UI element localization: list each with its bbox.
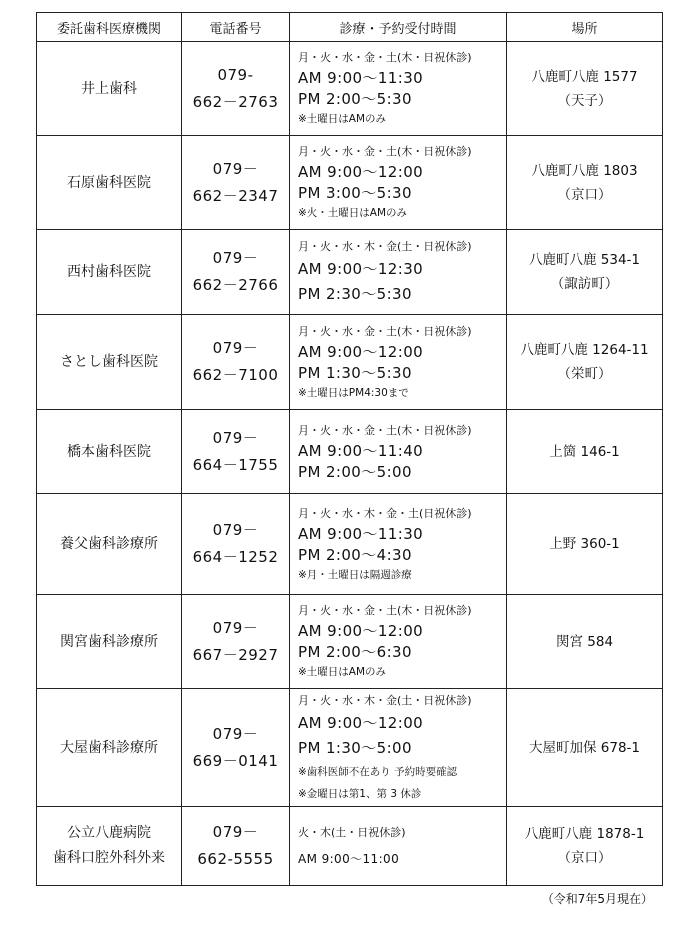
clinic-hours: 月・火・水・金・土(木・日祝休診) AM 9:00～12:00 PM 2:00～6:30 ※土曜日はAMのみ [290,595,507,689]
dental-clinic-table [36,12,663,886]
clinic-location: 八鹿町八鹿 534-1 （諏訪町） [507,230,663,315]
clinic-phone: 079－ 662－2766 [182,230,290,315]
table-row [37,689,663,807]
table-row [37,494,663,595]
clinic-location: 大屋町加保 678-1 [507,689,663,807]
table-row [37,410,663,494]
clinic-location: 八鹿町八鹿 1264-11 （栄町） [507,315,663,410]
table-row [37,136,663,230]
table-row [37,595,663,689]
table-row [37,315,663,410]
clinic-name: 井上歯科 [37,42,182,136]
clinic-hours: 月・火・水・金・土(木・日祝休診) AM 9:00～12:00 PM 3:00～5:30 ※火・土曜日はAMのみ [290,136,507,230]
clinic-location: 八鹿町八鹿 1878-1 （京口） [507,807,663,886]
header-clinic-name: 委託歯科医療機関 [37,13,182,42]
clinic-hours: 火・木(土・日祝休診) AM 9:00～11:00 [290,807,507,886]
clinic-phone: 079－ 664－1252 [182,494,290,595]
as-of-date: （令和7年5月現在） [541,892,653,906]
clinic-phone: 079－ 669－0141 [182,689,290,807]
header-row [37,13,663,42]
clinic-hours: 月・火・水・木・金・土(日祝休診) AM 9:00～11:30 PM 2:00～4:30 ※月・土曜日は隔週診療 [290,494,507,595]
clinic-hours: 月・火・水・金・土(木・日祝休診) AM 9:00～12:00 PM 1:30～5:30 ※土曜日はPM4:30まで [290,315,507,410]
clinic-phone: 079- 662－2763 [182,42,290,136]
clinic-name: 橋本歯科医院 [37,410,182,494]
clinic-name: 西村歯科医院 [37,230,182,315]
clinic-phone: 079－ 662－2347 [182,136,290,230]
clinic-phone: 079－ 664－1755 [182,410,290,494]
clinic-hours: 月・火・水・木・金(土・日祝休診) AM 9:00～12:00 PM 1:30～5:00 ※歯科医師不在あり 予約時要確認 ※金曜日は第1、第 3 休診 [290,689,507,807]
clinic-hours: 月・火・水・金・土(木・日祝休診) AM 9:00～11:30 PM 2:00～5:30 ※土曜日はAMのみ [290,42,507,136]
clinic-name: 石原歯科医院 [37,136,182,230]
clinic-name: さとし歯科医院 [37,315,182,410]
clinic-phone: 079－ 662－7100 [182,315,290,410]
clinic-hours: 月・火・水・金・土(木・日祝休診) AM 9:00～11:40 PM 2:00～5:00 [290,410,507,494]
header-phone: 電話番号 [182,13,290,42]
clinic-hours: 月・火・水・木・金(土・日祝休診) AM 9:00～12:30 PM 2:30～5:30 [290,230,507,315]
header-hours: 診療・予約受付時間 [290,13,507,42]
table-row [37,807,663,886]
clinic-name: 関宮歯科診療所 [37,595,182,689]
clinic-name: 養父歯科診療所 [37,494,182,595]
clinic-name: 大屋歯科診療所 [37,689,182,807]
clinic-location: 八鹿町八鹿 1803 （京口） [507,136,663,230]
clinic-location: 関宮 584 [507,595,663,689]
clinic-location: 上野 360-1 [507,494,663,595]
clinic-name: 公立八鹿病院 歯科口腔外科外来 [37,807,182,886]
table-row [37,230,663,315]
table-row [37,42,663,136]
clinic-phone: 079－ 667－2927 [182,595,290,689]
clinic-location: 上箇 146-1 [507,410,663,494]
clinic-phone: 079－ 662-5555 [182,807,290,886]
header-location: 場所 [507,13,663,42]
clinic-location: 八鹿町八鹿 1577 （天子） [507,42,663,136]
